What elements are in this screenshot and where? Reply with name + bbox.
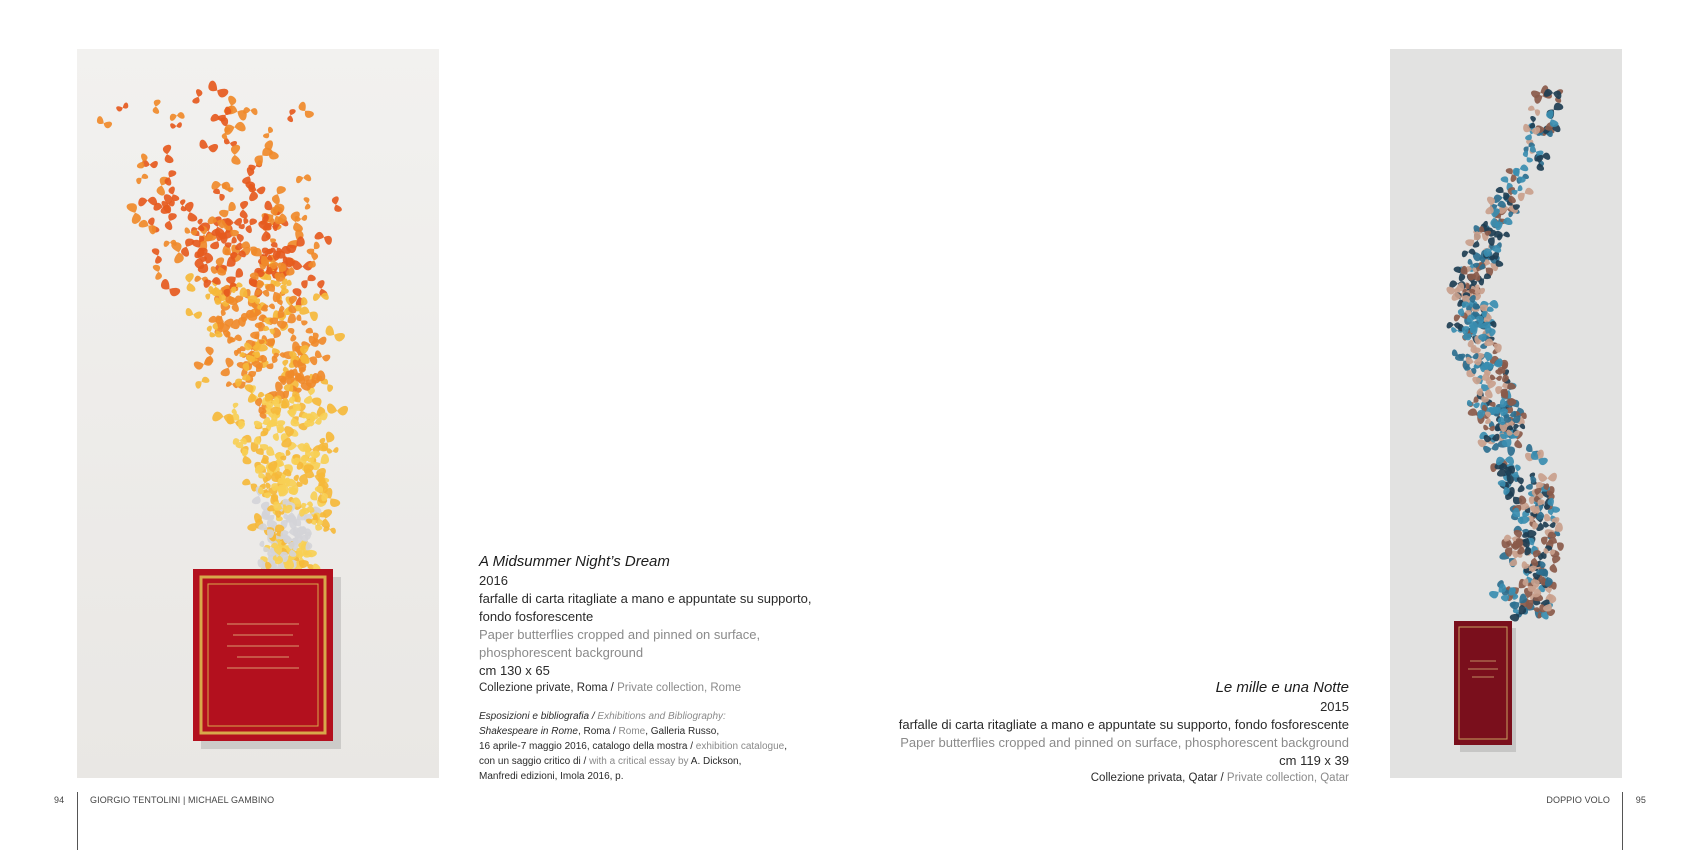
collection-it: Collezione privata, Qatar /	[1090, 772, 1227, 784]
bibliography-text: A. Dickson,	[688, 756, 742, 767]
bibliography-line-4: Manfredi edizioni, Imola 2016, p.	[479, 771, 624, 782]
medium-it: farfalle di carta ritagliate a mano e appuntate su supporto, fondo fosforescente	[898, 717, 1349, 732]
bibliography-line-1	[479, 724, 839, 739]
medium-en: Paper butterflies cropped and pinned on surface, phosphorescent background	[900, 735, 1349, 750]
page-number-right: 95	[1635, 795, 1646, 805]
artwork-year: 2015	[1320, 699, 1349, 714]
bibliography-heading-it: Esposizioni e bibliografia /	[479, 711, 598, 722]
bibliography-text: , Galleria Russo,	[645, 726, 720, 737]
folio-divider-right	[1622, 792, 1623, 850]
midsummer-illustration	[77, 49, 439, 778]
bibliography-text: 16 aprile-7 maggio 2016, catalogo della mostra /	[479, 741, 696, 752]
artwork-title: A Midsummer Night’s Dream	[479, 553, 670, 570]
bibliography-line-3	[479, 754, 839, 769]
running-head-right: DOPPIO VOLO	[1546, 795, 1610, 805]
collection	[479, 680, 839, 697]
bibliography-text: ,	[784, 741, 787, 752]
artwork-image-midsummer	[77, 49, 439, 778]
medium-en-line-1: Paper butterflies cropped and pinned on surface,	[479, 627, 761, 642]
mille-notte-illustration	[1390, 49, 1622, 778]
running-head-left: GIORGIO TENTOLINI | MICHAEL GAMBINO	[90, 795, 275, 805]
bibliography-text: con un saggio critico di /	[479, 756, 590, 767]
medium-it-line-2: fondo fosforescente	[479, 609, 594, 624]
bibliography-text: , Roma /	[577, 726, 619, 737]
dimensions: cm 119 x 39	[1279, 753, 1349, 768]
page-number-left: 94	[54, 795, 65, 805]
collection-it: Collezione private, Roma /	[479, 682, 618, 694]
bibliography-text-en: exhibition catalogue	[695, 741, 785, 752]
artwork-image-mille-notte	[1390, 49, 1622, 778]
artwork-title: Le mille e una Notte	[1215, 679, 1349, 696]
caption-midsummer	[479, 552, 839, 784]
collection	[849, 770, 1349, 787]
dimensions: cm 130 x 65	[479, 663, 550, 678]
medium-en-line-2: phosphorescent background	[479, 645, 644, 660]
bibliography-heading	[479, 709, 839, 724]
bibliography-text-en: Rome	[618, 726, 646, 737]
red-book-left	[193, 569, 341, 749]
collection-en: Private collection, Qatar	[1226, 772, 1349, 784]
artwork-year: 2016	[479, 573, 508, 588]
caption-mille-notte	[849, 678, 1349, 787]
bibliography-heading-en: Exhibitions and Bibliography:	[597, 711, 726, 722]
folio-divider-left	[77, 792, 78, 850]
medium-it-line-1: farfalle di carta ritagliate a mano e appuntate su supporto,	[479, 591, 812, 606]
bibliography	[479, 709, 839, 784]
bibliography-line-2	[479, 739, 839, 754]
red-book-right	[1454, 621, 1516, 752]
collection-en: Private collection, Rome	[617, 682, 742, 694]
exhibition-title: Shakespeare in Rome	[479, 726, 578, 737]
bibliography-text-en: with a critical essay by	[589, 756, 689, 767]
